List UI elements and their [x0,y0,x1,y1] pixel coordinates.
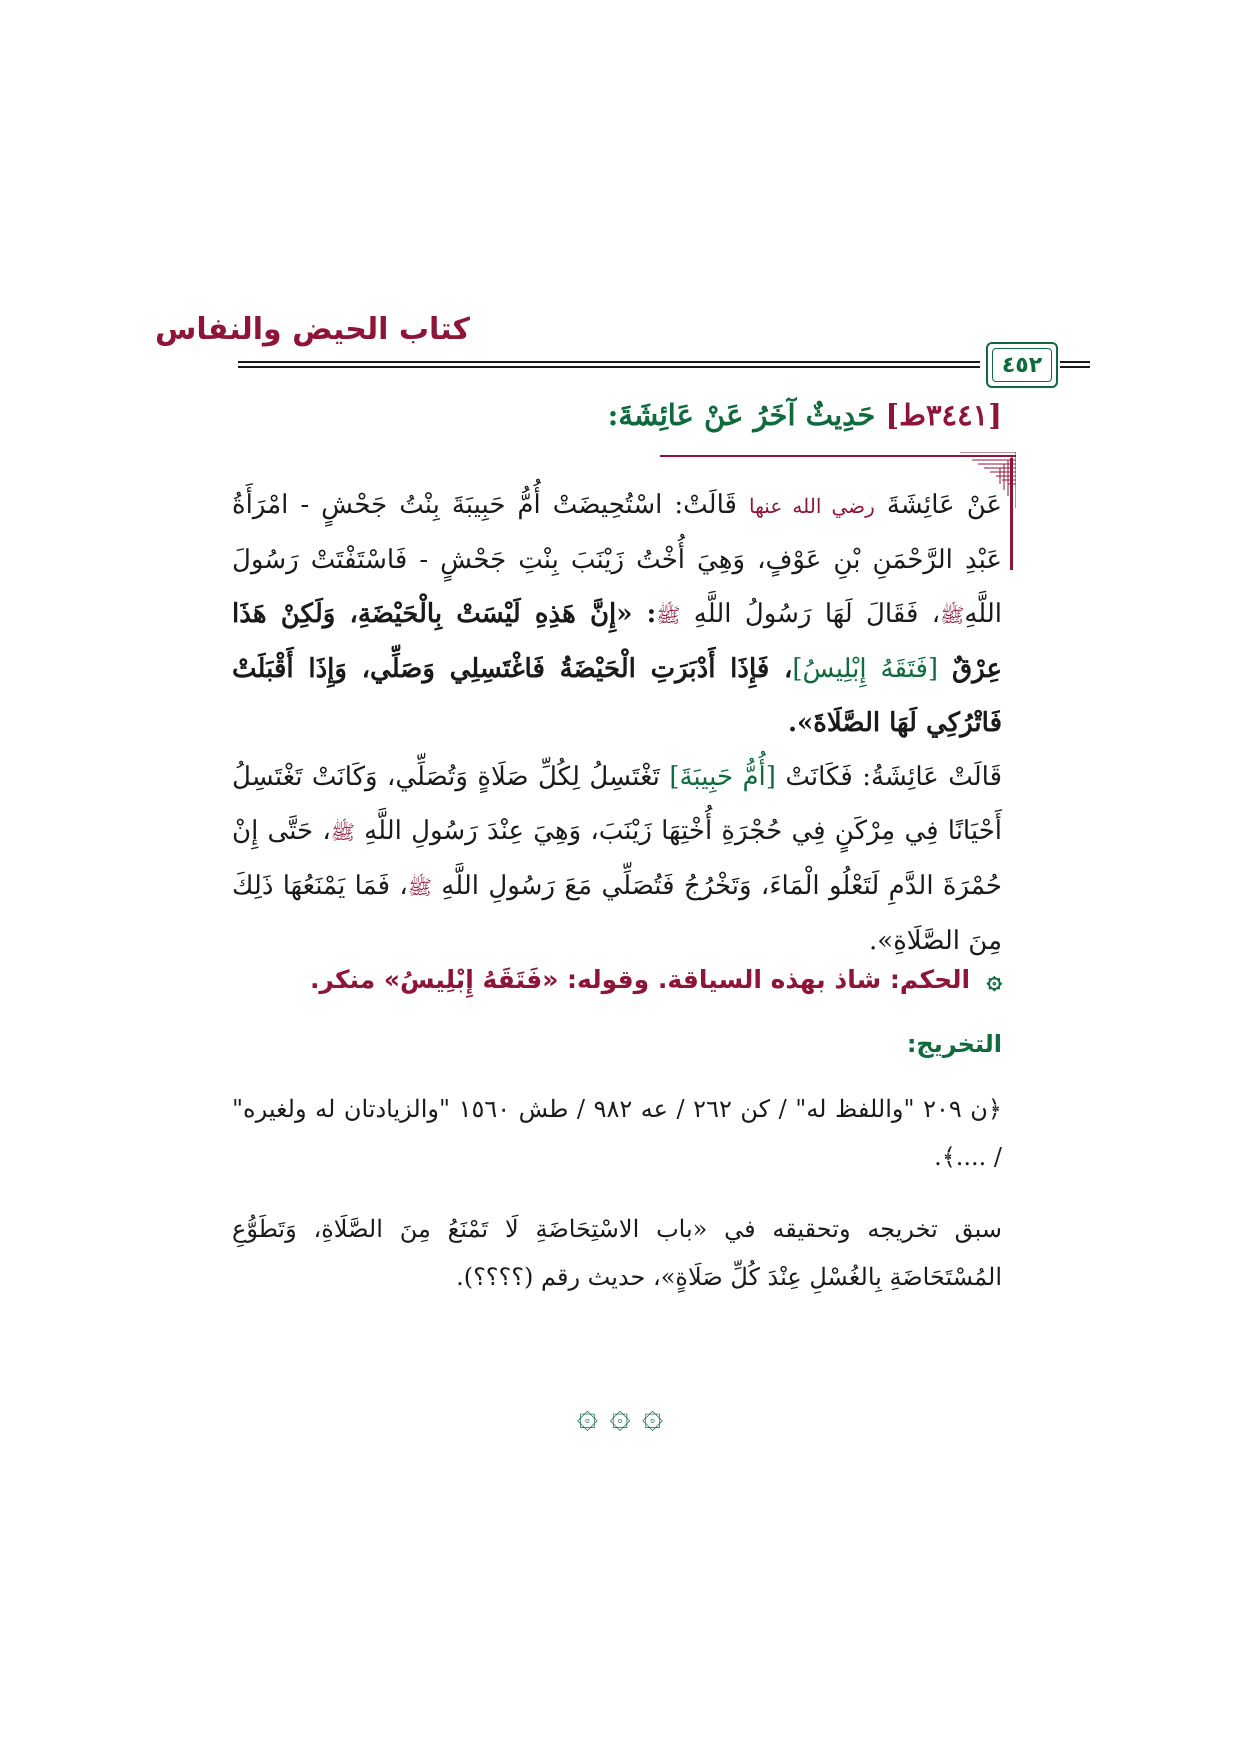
takhrij-sources [232,1085,1002,1181]
prophetic-statement: : «إِنَّ هَذِهِ لَيْسَتْ بِالْحَيْضَةِ، وَلَكِنْ هَذَا عِرْقٌ [232,599,1003,684]
addition-bracket: [أُمُّ حَبِيبَةَ] [669,762,776,792]
hadith-paragraph [232,478,1002,750]
page-number-badge [986,342,1058,388]
header-rule [238,366,980,368]
section-title: حَدِيثٌ آخَرُ عَنْ عَائِشَةَ: [607,398,876,432]
book-title: كتاب الحيض والنفاس [154,312,470,347]
honorific-glyph: ﷺ [940,603,965,627]
addition-bracket: [فَتَقَهُ إِبْلِيسُ] [792,654,939,684]
hadith-fragment: عَنْ عَائِشَةَ [886,490,1002,520]
honorific-glyph: ﷺ [330,820,355,844]
header-rule [1060,366,1090,368]
flower-ornament-icon: ۞ [986,965,1002,995]
hadith-paragraph [232,750,1002,968]
takhrij-heading: التخريج: [906,1030,1002,1058]
header-rule [238,361,980,363]
honorific-glyph: ﷺ [656,603,681,627]
hadith-fragment: تَغْتَسِلُ لِكُلِّ صَلَاةٍ وَتُصَلِّي، وَكَانَتْ تَغْتَسِلُ أَحْيَانًا فِي مِرْكَنٍ فِي حُجْرَةِ أُخْتِهَا زَيْنَبَ، وَهِيَ عِنْدَ رَسُولِ اللَّهِ [232,762,1002,846]
ruling-text: شاذ بهذه السياقة. وقوله: «فَتَقَهُ إِبْلِيسُ» منكر. [309,965,882,994]
hadith-fragment: قَالَتْ عَائِشَةُ: فَكَانَتْ [785,762,1003,792]
ruling-line [310,965,1002,995]
honorific-glyph: ﷺ [407,875,432,899]
ruling-label: الحكم: [889,965,971,994]
page-number: ٤٥٢ [992,348,1052,382]
end-ornament-icon: ۞ ۞ ۞ [576,1395,664,1436]
hadith-text [232,478,1002,968]
hadith-fragment: ، فَقَالَ لَهَا رَسُولُ اللَّهِ [693,599,941,629]
takhrij-line: سبق تخريجه وتحقيقه في «باب الاسْتِحَاضَةِ لَا تَمْنَعُ مِنَ الصَّلَاةِ، وَتَطَوُّعِ المُسْتَحَاضَةِ بِالغُسْلِ عِنْدَ كُلِّ صَلَاةٍ»، حديث رقم (؟؟؟؟). [232,1215,1002,1291]
takhrij-reference [232,1205,1002,1301]
honorific-glyph: رضي الله عنها [748,494,875,518]
hadith-fragment: قَالَتْ: اسْتُحِيضَتْ أُمُّ حَبِيبَةَ بِنْتُ جَحْشٍ - امْرَأَةُ عَبْدِ الرَّحْمَنِ بْنِ عَوْفٍ، وَهِيَ أُخْتُ زَيْنَبَ بِنْتِ جَحْشٍ - فَاسْتَفْتَتْ رَسُولَ اللَّهِ [232,490,1003,629]
header-rule [1060,361,1090,363]
section-heading [608,398,1002,432]
hadith-number: [٣٤٤١ط] [885,398,1002,432]
takhrij-line: ﴿ن ٢٠٩ "واللفظ له" / كن ٢٦٢ / عه ٩٨٢ / طش ١٥٦٠ "والزيادتان له ولغيره" / ....﴾. [232,1095,1002,1171]
hadith-fragment: ، حَتَّى إِنْ حُمْرَةَ الدَّمِ لَتَعْلُو الْمَاءَ، وَتَخْرُجُ فَتُصَلِّي مَعَ رَسُولِ اللَّهِ [232,816,1002,901]
prophetic-statement: ، فَإِذَا أَدْبَرَتِ الْحَيْضَةُ فَاغْتَسِلِي وَصَلِّي، وَإِذَا أَقْبَلَتْ فَاتْرُكِي لَهَا الصَّلَاةَ». [232,654,1002,738]
hadith-fragment: ، فَمَا يَمْنَعُهَا ذَلِكَ مِنَ الصَّلَاةِ». [232,871,1002,956]
